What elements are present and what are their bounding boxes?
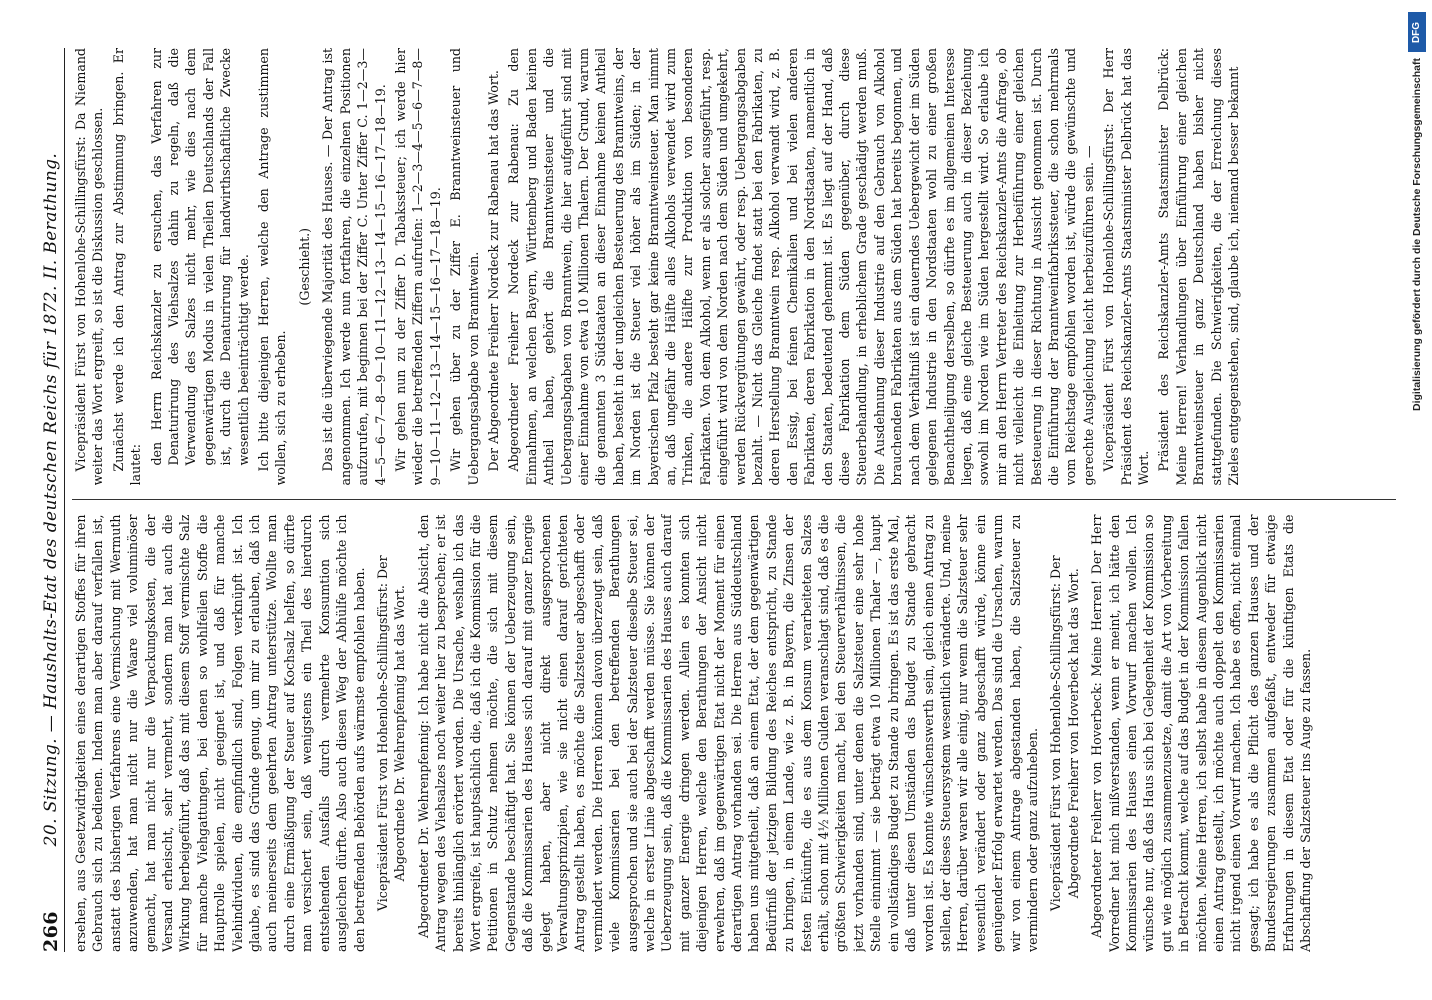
paragraph: Vicepräsident Fürst von Hohenlohe-Schillingsfürst: Da Niemand weiter das Wort ergreift, so ist die Diskussion geschlossen. — [73, 48, 106, 486]
page-number: 266 — [40, 911, 62, 952]
running-title: 20. Sitzung. — Haushalts-Etat des deutschen Reichs für 1872. II. Berathung. — [41, 152, 61, 847]
dfg-logo: DFG — [1408, 12, 1426, 52]
speaker-line: Vicepräsident Fürst von Hohenlohe-Schillingsfürst: Der Abgeordnete Dr. Wehrenpfennig hat das Wort. — [374, 555, 408, 912]
credit-text: Digitalisierung gefördert durch die Deutsche Forschungsgemeinschaft — [1411, 58, 1423, 411]
paragraph: Abgeordneter Freiherr Nordeck zur Rabenau: Zu den Einnahmen, an welchen Bayern, Württemberg und Baden keinen Antheil haben, gehört die Branntweinsteuer und die Uebergangsabgaben von Branntwein, die hier aufgeführt sind mit einer Einnahme von etwa 10 Millionen Thalern. Der Grund, warum die genannten 3 Südstaaten an dieser Einnahme keinen Antheil haben, besteht in der ungleichen Besteuerung des Branntweins, der im Norden ist die Steuer viel höher als im Süden; in der bayerischen Pfalz besteht gar keine Branntweinsteuer. Man nimmt an, daß ungefähr die Hälfte alles Alkohols verwendet wird zum Trinken, die andere Hälfte zur Produktion von besonderen Fabrikaten. Von dem Alkohol, wenn er als solcher ausgeführt, resp. eingeführt wird von dem Norden nach dem Süden und umgekehrt, werden Rückvergütungen gewährt, oder resp. Uebergangsabgaben bezahlt. — Nicht das Gleiche findet statt bei den Fabrikaten, zu deren Herstellung Branntwein resp. Alkohol verwandt wird, z. B. den Essig, bei feinen Chemikalien und bei vielen anderen Fabrikaten, deren Fabrikation in den Nordstaaten, namentlich in den Staaten, bedeutend gehemmt ist. Es liegt auf der Hand, daß diese Fabrikation dem Süden gegenüber, durch diese Steuerbehandlung, in erheblichem Grade geschädigt werden muß. Die Ausdehnung dieser Industrie auf den Gebrauch von Alkohol brauchenden Fabrikaten aus dem Süden hat bereits begonnen, und nach dem Verhältniß ist ein dauerndes Uebergewicht der im Süden gelegenen Industrie in den Nordstaaten wohl zu einer großen Benachtheiligung derselben, so dürfte es im allgemeinen Interesse liegen, daß eine gleiche Besteuerung auch in dieser Beziehung sowohl im Norden wie im Süden hergestellt wird. So erlaube ich mir an den Herrn Vertreter des Reichskanzler-Amts die Anfrage, ob nicht vielleicht die Einleitung zur Herbeiführung einer gleichen Besteuerung in dieser Richtung in Aussicht genommen ist. Durch die Einführung der Branntweinfabrikssteuer, die schon mehrmals vom Reichstage empfohlen worden ist, würde die gewünschte und gerechte Ausgleichung leicht herbeizuführen sein. — — [506, 48, 1096, 486]
right-column — [72, 48, 1396, 486]
stage-direction: (Geschieht.) — [296, 227, 312, 306]
left-column — [72, 515, 1396, 953]
page-header — [38, 48, 65, 952]
paragraph: Präsident des Reichskanzler-Amts Staatsminister Delbrück: Meine Herren! Verhandlungen über Einführung einer gleichen Branntweinsteuer in ganz Deutschland haben bisher nicht stattgefunden. Die Schwierigkeiten, die der Erreichung dieses Zieles entgegenstehen, sind, glaube ich, niemand besser bekannt — [1156, 48, 1241, 486]
paragraph: Wir gehen über zu der Ziffer E. Branntweinsteuer und Uebergangsabgabe von Branntwein. — [448, 48, 481, 486]
paragraph: Ich bitte diejenigen Herren, welche den Antrage zustimmen wollen, sich zu erheben. — [256, 48, 289, 486]
digitization-credit — [1404, 12, 1430, 988]
paragraph: Wir gehen nun zu der Ziffer D. Tabakssteuer; ich werde hier wieder die betreffenden Ziffern aufrufen: 1—2—3—4—5—6—7—8—9—10—11—12—13—14—15—16—17—18—19. — [392, 48, 443, 486]
paragraph: Das ist die überwiegende Majorität des Hauses. — Der Antrag ist angenommen. Ich werde nun fortfahren, die einzelnen Positionen aufzurufen, mit beginnen bei der Ziffer C. Unter Ziffer C. 1—2—3—4—5—6—7—8—9—10—11—12—13—14—15—16—17—18—19. — [320, 48, 388, 486]
paragraph: Abgeordneter Freiherr von Hoverbeck: Meine Herren! Der Herr Vorredner hat mich mißverstanden, wenn er meint, ich hätte den Kommissarien des Hauses einen Vorwurf machen wollen. Ich wünsche nur, daß das Haus sich bei Gelegenheit der Kommission so gut wie möglich zusammenzusetze, damit die Art von Vorbereitung in Betracht kommt, welche auf das Budget in der Kommission fallen möchten. Meine Herren, ich selbst habe in diesem Augenblick nicht einen Antrag gestellt, ich möchte auch doppelt den Kommissarien nicht irgend einen Vorwurf machen. Ich habe es offen, nicht einmal gesagt; ich habe es als die Pflicht des ganzen Hauses und der Bundesregierungen zusammen aufgefaßt, entweder für etwaige Erfahrungen in diesem Etat oder für die künftigen Etats die Abschaffung der Salzsteuer ins Auge zu fassen. — [1089, 514, 1314, 952]
paragraph: Vicepräsident Fürst von Hohenlohe-Schillingsfürst: Der Herr Präsident des Reichskanzler-Amts Staatsminister Delbrück hat das Wort. — [1101, 48, 1151, 486]
quoted-motion: den Herrn Reichskanzler zu ersuchen, das Verfahren zur Denaturirung des Viehsalzes dahin zu regeln, daß die Verwendung des Salzes nicht mehr, wie dies nach dem gegenwärtigen Modus in vielen Theilen Deutschlands der Fall ist, durch die Denaturirung für landwirthschaftliche Zwecke wesentlich beeinträchtigt werde. — [148, 48, 251, 466]
speaker-line: Vicepräsident Fürst von Hohenlohe-Schillingsfürst: Der Abgeordnete Freiherr von Hoverbeck hat das Wort. — [1048, 555, 1081, 912]
text-columns — [72, 48, 1396, 952]
column-divider — [72, 500, 1396, 501]
paragraph: Der Abgeordnete Freiherr Nordeck zur Rabenau hat das Wort. — [485, 70, 501, 472]
paragraph: ersehen, aus Gesetzwidrigkeiten eines derartigen Stoffes für ihren Gebrauch sich zu bedienen. Indem man aber darauf verfallen ist, anstatt des bisherigen Verfahrens eine Vermischung mit Wermuth anzuwenden, hat man nicht nur die Waare viel voluminöser gemacht, hat man nicht nur die Verpackungskosten, die der Versand erheischt, sehr vermehrt, sondern man hat auch die Wirkung herbeigeführt, daß das mit diesem Stoff vermischte Salz für manche Viehgattungen, bei denen so wohlfeilen Stoffe die Hauptrolle spielen, nicht geeignet ist, und daß für manche Viehindividuen, die empfindlich sind, Folgen verknüpft ist. Ich glaube, es sind das Gründe genug, um mir zu erlauben, daß ich auch meinerseits dem geehrten Antrag unterstütze. Wollte man durch eine Ermäßigung der Steuer auf Kochsalz helfen, so dürfte man versichert sein, daß wenigstens ein Theil des hierdurch entstehenden Ausfalls durch vermehrte Konsumtion sich ausgleichen dürfte. Also auch diesen Weg der Abhülfe möchte ich den betreffenden Behörden aufs wärmste empfohlen haben. — [73, 514, 367, 952]
paragraph: Abgeordneter Dr. Wehrenpfennig: Ich habe nicht die Absicht, den Antrag wegen des Viehsalzes noch weiter hier zu besprechen; er ist bereits hinlänglich erörtert worden. Die Ursache, weshalb ich das Wort ergreife, ist hauptsächlich die, daß ich die Kommission für die Petitionen in Schutz nehmen möchte, die sich mit diesem Gegenstande beschäftigt hat. Sie können der Ueberzeugung sein, daß die Kommissarien des Hauses sich darauf mit ganzer Energie gelegt haben, aber nicht direkt ausgesprochenen Verwaltungsprinzipien, wie sie nicht einen darauf gerichteten Antrag gestellt haben, es möchte die Salzsteuer abgeschafft oder vermindert werden. Die Herren können davon überzeugt sein, daß viele Kommissarien bei den betreffenden Berathungen ausgesprochen und sie auch bei der Salzsteuer dieselbe Steuer sei, welche in erster Linie abgeschafft werden müsse. Sie können der Ueberzeugung sein, daß die Kommissarien des Hauses auch darauf mit ganzer Energie dringen werden. Allein es konnten sich diejenigen Herren, welche den Berathungen der Ansicht nicht erwehren, daß im gegenwärtigen Etat nicht der Moment für einen derartigen Antrag vorhanden sei. Die Herren aus Süddeutschland haben uns mitgetheilt, daß an einem Etat, der dem gegenwärtigen Bedürfniß der jetzigen Bildung des Reiches entspricht, zu Stande zu bringen, in einem Lande, wie z. B. in Bayern, die Zinsen der festen Einkünfte, die es aus dem Konsum verarbeiteten Salzes erhält, schon mit 4½ Millionen Gulden veranschlagt sind, daß es die größten Schwierigkeiten macht, bei den Steuerverhältnissen, die jetzt vorhanden sind, unter denen die Salzsteuer eine sehr hohe Stelle einnimmt — sie beträgt etwa 10 Millionen Thaler —, haupt ein vollständiges Budget zu Stande zu bringen. Es ist das erste Mal, daß unter diesen Umständen das Budget zu Stande gebracht worden ist. Es konnte wünschenswerth sein, gleich einen Antrag zu stellen, der dieses Steuersystem wesentlich veränderte. Und, meine Herren, darüber waren wir alle einig, nur wenn die Salzsteuer sehr wesentlich verändert oder ganz abgeschafft würde, könne ein genügender Erfolg erwartet werden. Das sind die Ursachen, warum wir von einem Antrage abgestanden haben, die Salzsteuer zu vermindern oder ganz aufzuheben. — [415, 514, 1040, 952]
rotated-page — [26, 20, 1406, 980]
paragraph: Zunächst werde ich den Antrag zur Abstimmung bringen. Er lautet: — [110, 48, 144, 486]
